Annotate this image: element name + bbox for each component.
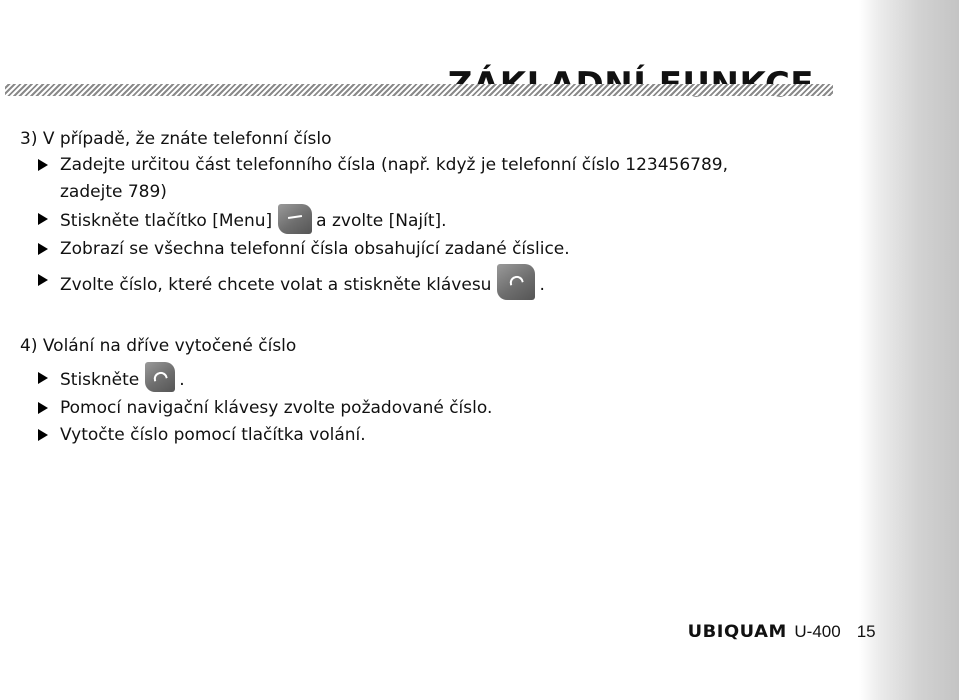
menu-soft-key-icon <box>278 204 312 234</box>
list-item <box>20 422 820 449</box>
bullet-arrow-icon <box>38 274 48 286</box>
model-name: U-400 <box>794 622 841 641</box>
bullet-arrow-icon <box>38 213 48 225</box>
list-item <box>20 206 820 236</box>
header-divider <box>5 84 833 96</box>
call-key-icon <box>497 264 535 300</box>
page-edge-shade <box>856 0 959 700</box>
page-footer <box>687 622 876 642</box>
brand-logo: UBIQUAM <box>687 622 787 642</box>
bullet-arrow-icon <box>38 159 48 171</box>
document-body <box>20 126 820 449</box>
bullet-text-after: . <box>539 275 545 295</box>
bullet-text: Zobrazí se všechna telefonní čísla obsahující zadané číslice. <box>60 239 570 259</box>
bullet-text-after: a zvolte [Najít]. <box>316 211 447 231</box>
bullet-arrow-icon <box>38 402 48 414</box>
call-key-icon <box>145 362 175 392</box>
section-heading: 3) V případě, že znáte telefonní číslo <box>20 129 332 149</box>
bullet-text: Pomocí navigační klávesy zvolte požadované číslo. <box>60 398 493 418</box>
bullet-arrow-icon <box>38 372 48 384</box>
bullet-text: Zadejte určitou část telefonního čísla (např. když je telefonní číslo 123456789, <box>60 155 729 175</box>
bullet-list <box>20 152 820 303</box>
bullet-arrow-icon <box>38 243 48 255</box>
page-number: 15 <box>856 622 876 641</box>
bullet-text: Stiskněte tlačítko [Menu] <box>60 211 273 231</box>
section-known-number <box>20 126 820 303</box>
list-item <box>20 236 820 263</box>
bullet-list <box>20 365 820 449</box>
list-item <box>20 152 820 206</box>
bullet-text: Vytočte číslo pomocí tlačítka volání. <box>60 425 366 445</box>
bullet-arrow-icon <box>38 429 48 441</box>
list-item <box>20 267 820 303</box>
bullet-text: Zvolte číslo, které chcete volat a stiskněte klávesu <box>60 275 492 295</box>
bullet-text: Stiskněte <box>60 370 140 390</box>
list-item <box>20 365 820 395</box>
list-item <box>20 395 820 422</box>
bullet-text-after: . <box>179 370 185 390</box>
section-spacer <box>20 303 820 333</box>
section-redial <box>20 333 820 449</box>
bullet-text-continued: zadejte 789) <box>60 182 167 202</box>
section-heading: 4) Volání na dříve vytočené číslo <box>20 336 297 356</box>
